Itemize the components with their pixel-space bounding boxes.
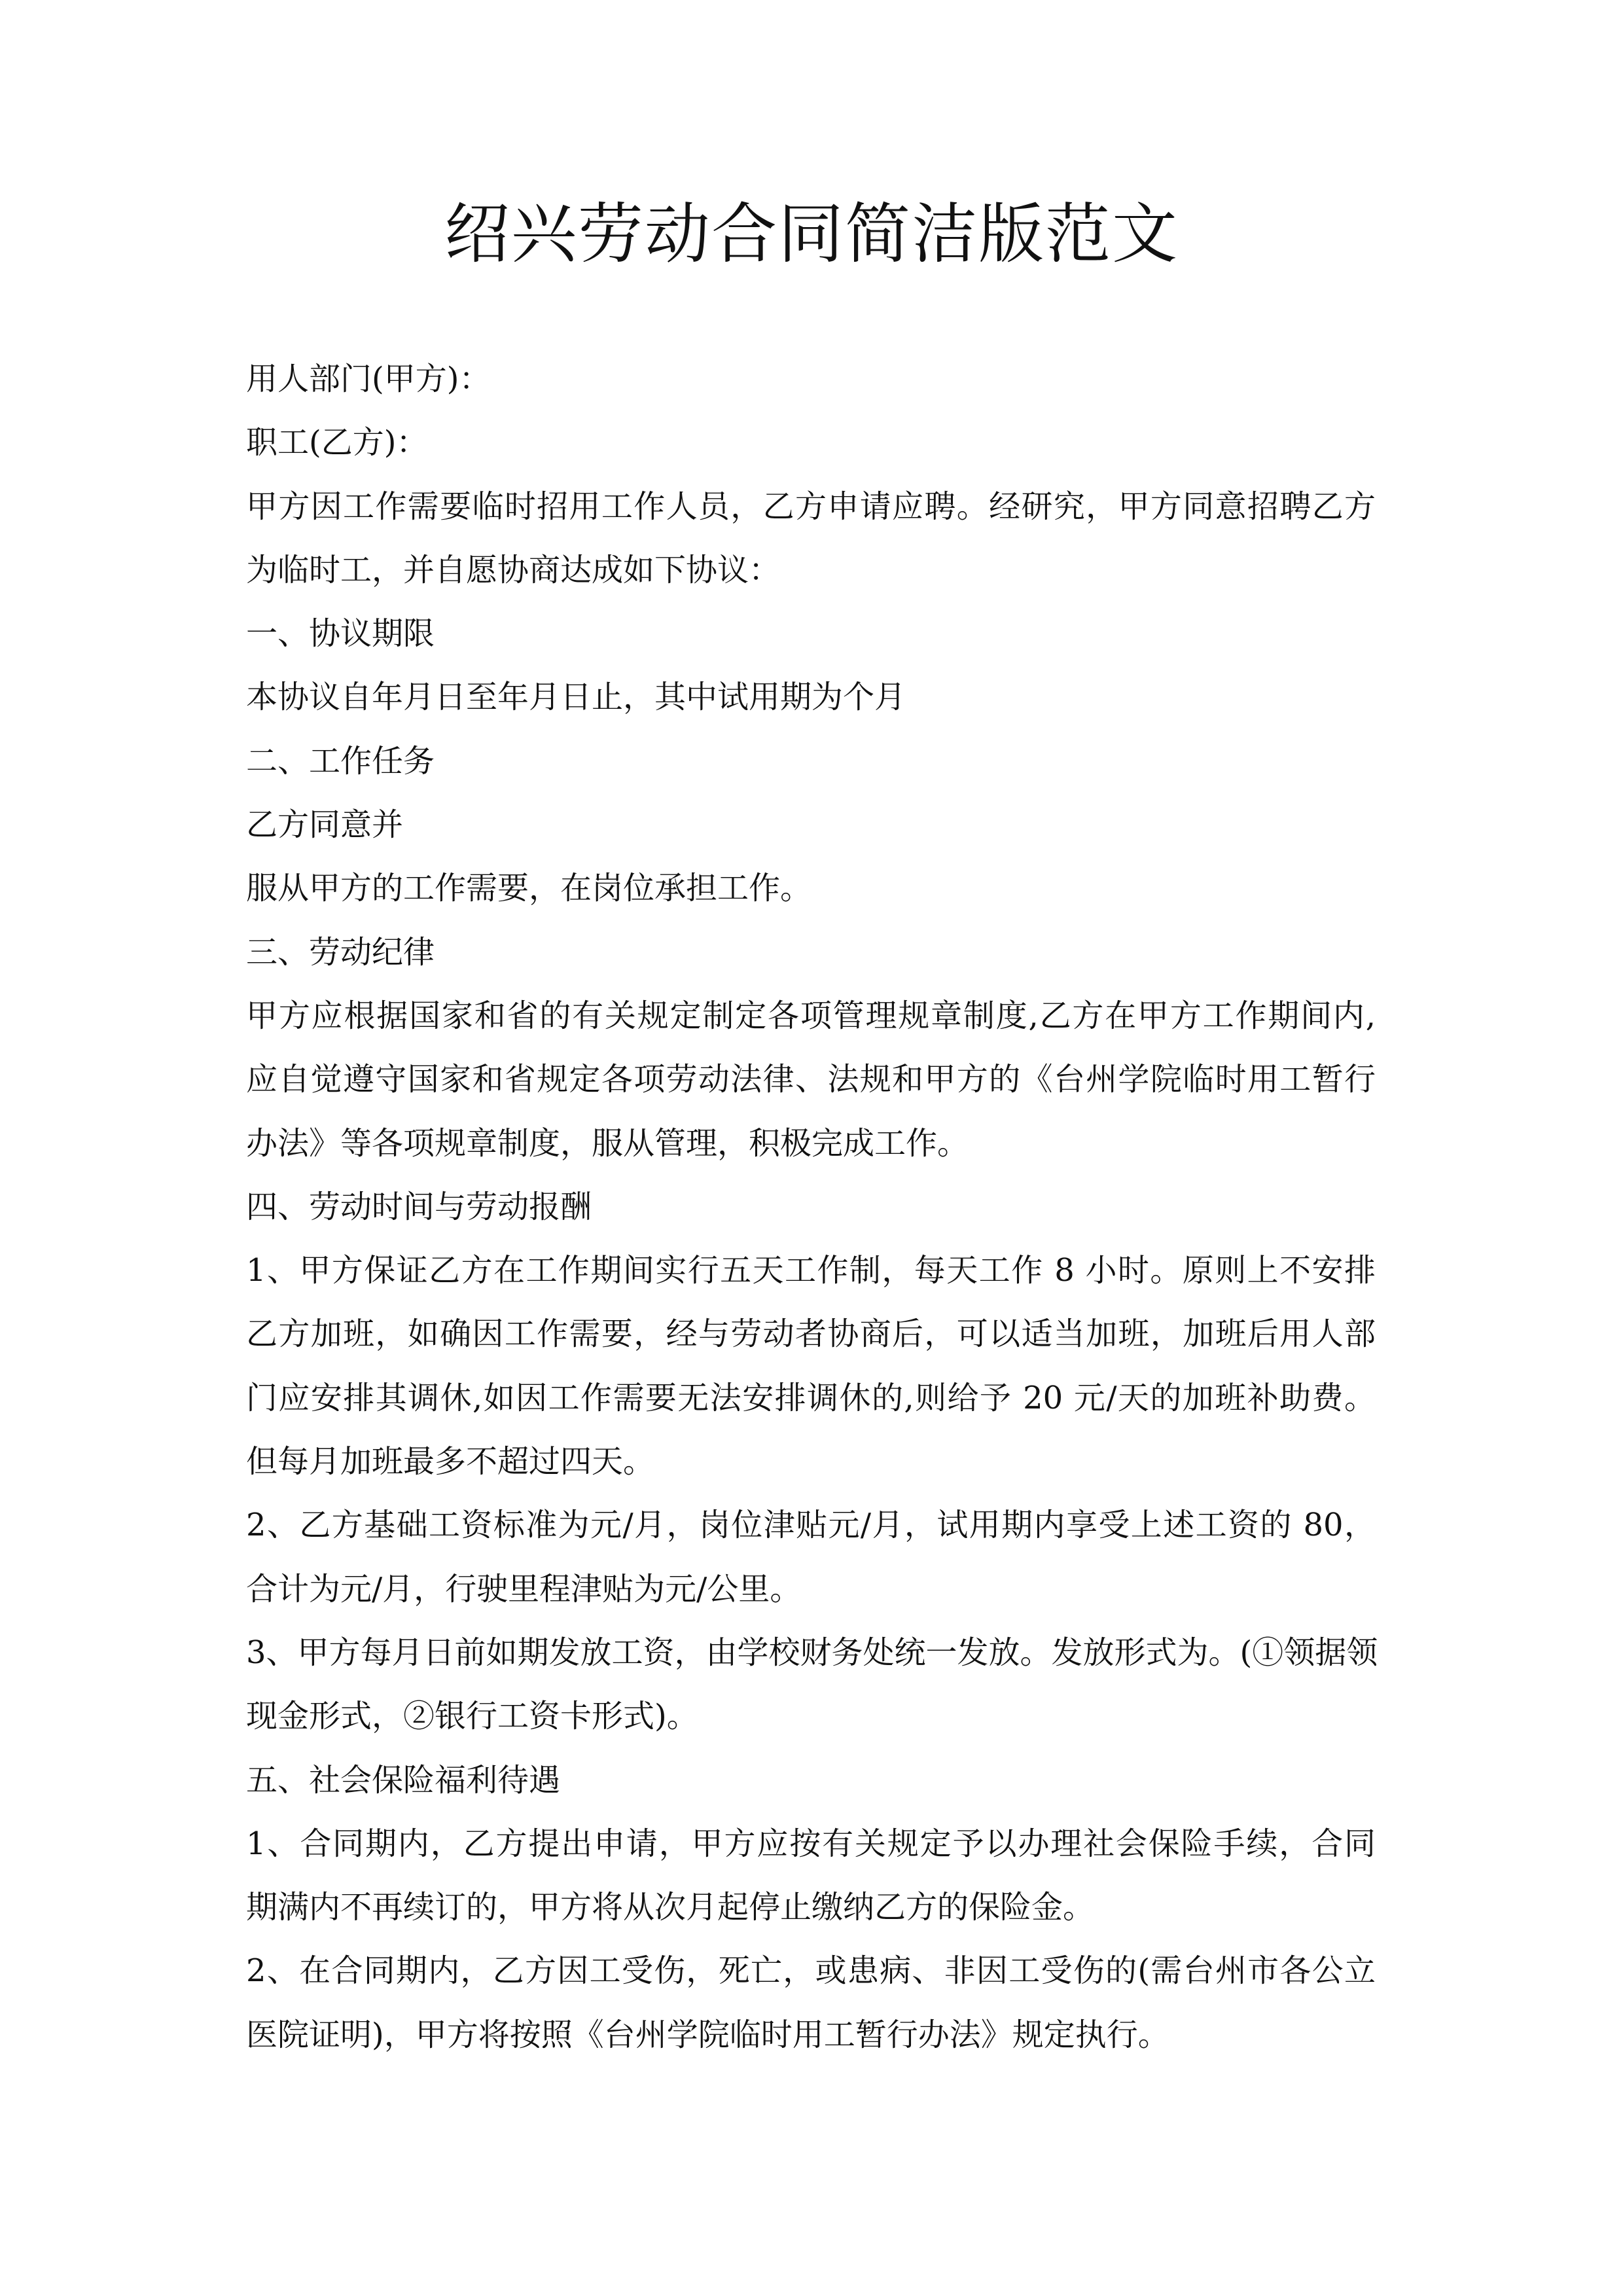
text-line: 2、乙方基础工资标准为元/月，岗位津贴元/月，试用期内享受上述工资的 80， [246, 1507, 1376, 1544]
text-line: 甲方应根据国家和省的有关规定制定各项管理规章制度,乙方在甲方工作期间内, [246, 997, 1376, 1034]
text-line: 一、协议期限 [246, 615, 435, 653]
text-line: 1、甲方保证乙方在工作期间实行五天工作制，每天工作 8 小时。原则上不安排 [246, 1252, 1376, 1289]
text-line: 为临时工，并自愿协商达成如下协议： [246, 551, 781, 588]
text-line: 服从甲方的工作需要，在岗位承担工作。 [246, 870, 812, 907]
text-line: 本协议自年月日至年月日止，其中试用期为个月 [246, 679, 906, 716]
text-line: 应自觉遵守国家和省规定各项劳动法律、法规和甲方的《台州学院临时用工暂行 [246, 1061, 1376, 1098]
text-line: 期满内不再续订的，甲方将从次月起停止缴纳乙方的保险金。 [246, 1889, 1095, 1926]
text-line: 四、劳动时间与劳动报酬 [246, 1188, 592, 1225]
text-line: 甲方因工作需要临时招用工作人员，乙方申请应聘。经研究，甲方同意招聘乙方 [246, 488, 1376, 525]
text-line: 但每月加班最多不超过四天。 [246, 1443, 655, 1480]
text-line: 用人部门(甲方)： [246, 361, 491, 397]
text-line: 乙方加班，如确因工作需要，经与劳动者协商后，可以适当加班，加班后用人部 [246, 1316, 1376, 1353]
text-line: 门应安排其调休,如因工作需要无法安排调休的,则给予 20 元/天的加班补助费。 [246, 1379, 1376, 1416]
document-title: 绍兴劳动合同简洁版范文 [444, 196, 1179, 272]
text-line: 办法》等各项规章制度，服从管理，积极完成工作。 [246, 1124, 969, 1162]
text-line: 3、甲方每月日前如期发放工资，由学校财务处统一发放。发放形式为。(①领据领 [246, 1634, 1378, 1671]
text-line: 2、在合同期内，乙方因工受伤，死亡，或患病、非因工受伤的(需台州市各公立 [246, 1952, 1376, 1990]
text-line: 1、合同期内，乙方提出申请，甲方应按有关规定予以办理社会保险手续，合同 [246, 1825, 1376, 1862]
text-line: 职工(乙方)： [246, 424, 428, 461]
text-line: 医院证明)，甲方将按照《台州学院临时用工暂行办法》规定执行。 [246, 2016, 1169, 2053]
text-line: 三、劳动纪律 [246, 933, 435, 971]
text-line: 二、工作任务 [246, 742, 435, 780]
text-line: 五、社会保险福利待遇 [246, 1761, 561, 1799]
text-line: 现金形式，②银行工资卡形式)。 [246, 1698, 698, 1735]
text-line: 合计为元/月，行驶里程津贴为元/公里。 [246, 1570, 802, 1607]
document-body [246, 348, 1376, 2067]
text-line: 乙方同意并 [246, 806, 404, 844]
